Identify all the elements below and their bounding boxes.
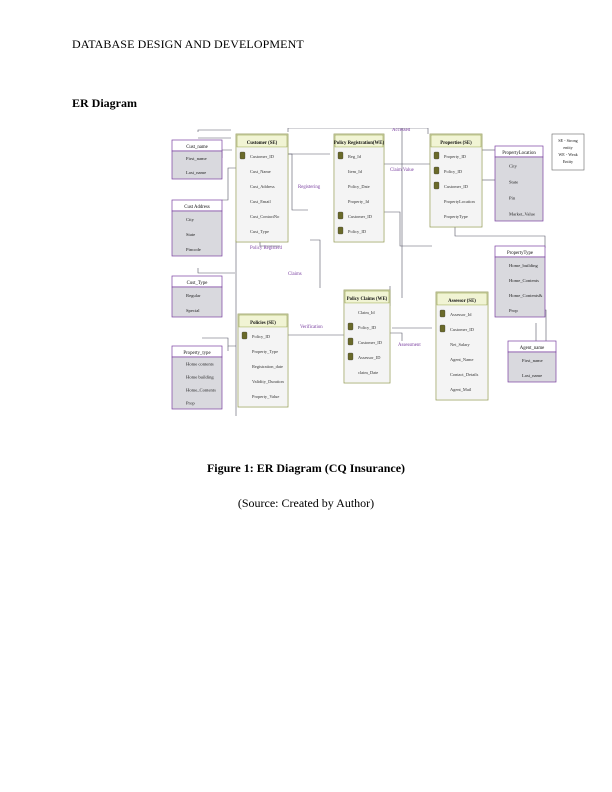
entity-attribute: Customer_ID [348, 214, 372, 219]
entity-attribute: Agent_Mail [450, 387, 472, 392]
side-box-attribute: Prop [186, 400, 195, 406]
entity-attribute: Validity_Duration [252, 379, 284, 384]
side-box-attribute: Home_Contents [509, 277, 539, 283]
entity-attribute: claim_Date [358, 370, 379, 375]
section-heading: ER Diagram [72, 96, 137, 110]
key-icon [348, 338, 353, 345]
entity-attribute: Agent_Name [450, 357, 474, 362]
entity-attribute: Policy_ID [252, 334, 271, 339]
key-icon [338, 212, 343, 219]
entity-attribute: Item_Id [348, 169, 362, 174]
relationship-label: Verification [300, 325, 323, 330]
connector-line [198, 130, 231, 132]
side-box-title: PropertyLocation [502, 151, 536, 156]
figure-source: (Source: Created by Author) [237, 496, 375, 510]
entity-attribute: Registration_date [252, 364, 283, 369]
side-box-attribute: State [186, 231, 196, 237]
entity-title: Properties (SE) [440, 141, 472, 146]
key-icon [440, 325, 445, 332]
key-icon [242, 332, 247, 339]
side-box-title: Property_type [183, 351, 211, 356]
side-box-attribute: Regular [186, 292, 201, 298]
entity-attribute: Property_ID [444, 154, 466, 159]
key-icon [434, 152, 439, 159]
connector-line [508, 323, 536, 343]
side-box-attribute: Special [186, 307, 200, 313]
entity-attribute: PropertyType [444, 214, 468, 219]
side-box-attribute: First_name [186, 156, 207, 162]
key-icon [434, 167, 439, 174]
connector-line [202, 338, 236, 346]
side-box-attribute: Pin [509, 195, 516, 201]
connector-line [288, 154, 308, 210]
entity-attribute: Cust_Email [250, 199, 271, 204]
relationship-label: Registering [298, 185, 321, 190]
entity-attribute: Customer_ID [444, 184, 468, 189]
side-box-attribute: City [186, 216, 194, 222]
side-box-attribute: Pincode [186, 246, 201, 252]
entity-attribute: Customer_ID [250, 154, 274, 159]
side-box-title: PropertyType [506, 251, 534, 256]
side-box-title: Agent_name [519, 346, 545, 351]
entity-attribute: Property_Value [252, 394, 280, 399]
entity-attribute: Net_Salary [450, 342, 470, 347]
relationship-label: Assessment [398, 343, 421, 348]
relationship-label: Policy Registerd [250, 246, 282, 251]
connector-line [310, 240, 320, 288]
key-icon [348, 323, 353, 330]
entity-title: Policy Registration(WE) [333, 141, 385, 146]
key-icon [240, 152, 245, 159]
side-box-attribute: State [509, 179, 519, 185]
side-box-title: Cust Address [184, 205, 210, 210]
relationship-label: Accessed [392, 128, 411, 133]
entity-title: Customer (SE) [246, 141, 278, 146]
figure-caption: Figure 1: ER Diagram (CQ Insurance) [206, 461, 406, 475]
entity-attribute: Customer_ID [358, 340, 382, 345]
entity-attribute: Cust_Address [250, 184, 275, 189]
running-head: DATABASE DESIGN AND DEVELOPMENT [72, 37, 304, 51]
entity-attribute: Property_Type [252, 349, 279, 354]
connector-line [390, 333, 402, 341]
legend-text: WE - Weak [558, 152, 578, 157]
relationship-label: Claims [288, 272, 302, 277]
side-box-attribute: Home_Contents [186, 387, 216, 393]
entity-attribute: Property_Id [348, 199, 369, 204]
key-icon [338, 227, 343, 234]
relationship-label: Claim Value [390, 168, 414, 173]
connector-line [455, 224, 545, 248]
entity-attribute: Assessor_ID [358, 355, 381, 360]
side-box-attribute: Home_Contents& [509, 292, 543, 298]
entity-body [437, 306, 487, 399]
side-box-attribute: Prop [509, 307, 518, 313]
er-diagram-figure [170, 128, 586, 422]
key-icon [338, 152, 343, 159]
key-icon [434, 182, 439, 189]
side-box-attribute: Home building [186, 374, 214, 380]
entity-attribute: Policy_ID [358, 325, 377, 330]
entity-attribute: Cust_Name [250, 169, 271, 174]
side-box-attribute: Market_Value [509, 211, 536, 217]
entity-attribute: Reg_Id [348, 154, 361, 159]
key-icon [348, 353, 353, 360]
er-diagram [170, 128, 586, 422]
legend-text: entity [563, 145, 573, 150]
side-box-attribute: Home_building [509, 262, 538, 268]
side-box-attribute: Home contents [186, 361, 214, 367]
entity-attribute: Cust_Type [250, 229, 269, 234]
side-box-attribute: Last_name [186, 170, 207, 176]
connector-line [222, 168, 236, 200]
connector-line [380, 212, 432, 246]
key-icon [440, 310, 445, 317]
entity-title: Policies (SE) [250, 321, 276, 326]
entity-title: Policy Claims (WE) [346, 297, 388, 302]
side-box-attribute: City [509, 163, 517, 169]
entity-attribute: Assessor_Id [450, 312, 472, 317]
connector-line [198, 268, 235, 273]
connector-line [222, 150, 232, 158]
entity-attribute: Contact_Details [450, 372, 479, 377]
side-box-title: Cust_Type [186, 281, 208, 286]
entity-attribute: Claim_Id [358, 310, 375, 315]
side-box-title: Cust_name [186, 145, 208, 150]
entity-attribute: PropertyLocation [444, 199, 475, 204]
entity-attribute: Cust_ContactNo [250, 214, 280, 219]
entity-attribute: Customer_ID [450, 327, 474, 332]
entity-body [237, 148, 287, 241]
legend-text: Entity [562, 159, 574, 164]
side-box-attribute: First_name [522, 357, 543, 363]
legend-text: SE - Strong [558, 138, 578, 143]
entity-title: Assessor (SE) [448, 299, 476, 304]
entity-attribute: Policy_ID [444, 169, 463, 174]
entity-attribute: Policy_ID [348, 229, 367, 234]
side-box-attribute: Last_name [522, 372, 543, 378]
entity-attribute: Policy_Date [348, 184, 370, 189]
